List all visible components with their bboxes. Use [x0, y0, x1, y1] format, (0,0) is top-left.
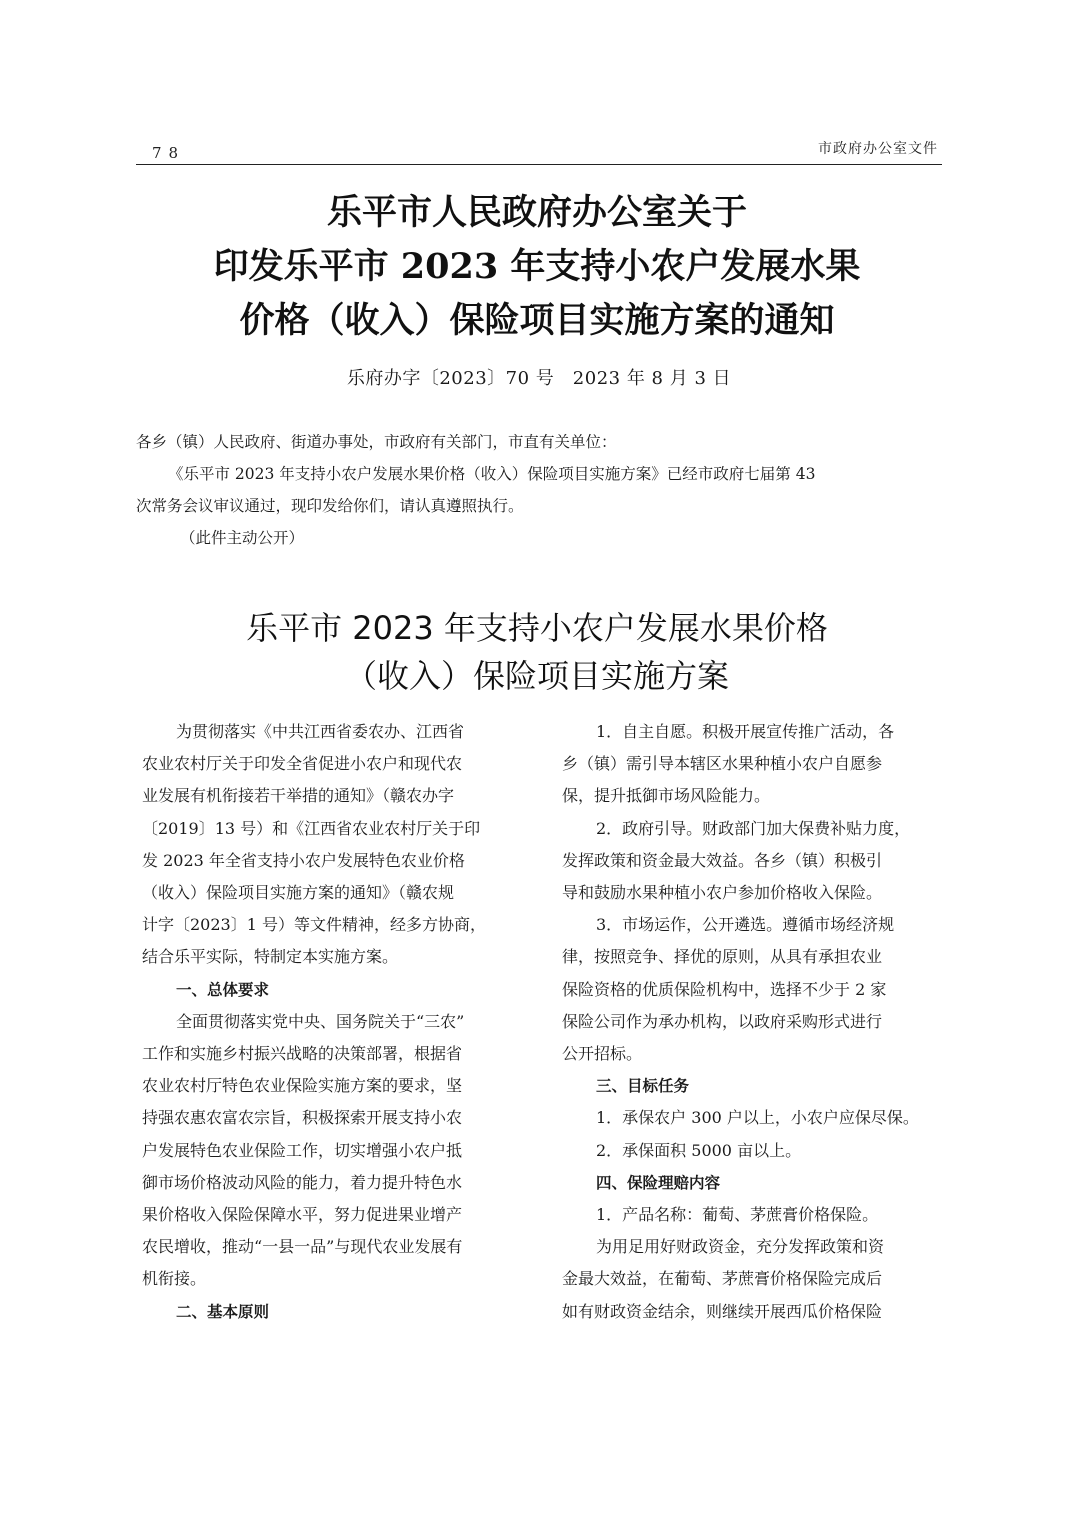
paragraph-line: 农业农村厅关于印发全省促进小农户和现代农: [142, 754, 463, 774]
paragraph-line: 公开招标。: [562, 1044, 643, 1064]
paragraph-line: 业发展有机衔接若干举措的通知》（赣农办字: [142, 786, 455, 806]
paragraph-line: 工作和实施乡村振兴战略的决策部署，根据省: [142, 1044, 463, 1064]
paragraph-line: 保险公司作为承办机构，以政府采购形式进行: [562, 1011, 883, 1031]
paragraph-line: 持强农惠农富农宗旨，积极探索开展支持小农: [142, 1108, 463, 1128]
paragraph-first-line: 2．政府引导。财政部门加大保费补贴力度，: [596, 818, 911, 838]
paragraph-line: 户发展特色农业保险工作，切实增强小农户抵: [142, 1140, 463, 1160]
paragraph-line: 果价格收入保险保障水平，努力促进果业增产: [142, 1205, 463, 1225]
notice-paragraph-line: 《乐平市 2023 年支持小农户发展水果价格（收入）保险项目实施方案》已经市政府七届第 43: [168, 465, 816, 483]
paragraph-line: 发 2023 年全省支持小农户发展特色农业价格: [142, 850, 465, 870]
paragraph-line: 如有财政资金结余，则继续开展西瓜价格保险: [562, 1301, 883, 1321]
paragraph-line: （收入）保险项目实施方案的通知》（赣农规: [142, 883, 455, 903]
notice-title-line: 乐平市人民政府办公室关于: [326, 192, 747, 233]
notice-title: [90, 186, 984, 348]
paragraph-line: 农业农村厅特色农业保险实施方案的要求，坚: [142, 1076, 463, 1096]
section-heading: 三、目标任务: [596, 1077, 690, 1096]
paragraph-first-line: 全面贯彻落实党中央、国务院关于“三农”: [176, 1011, 465, 1031]
section-heading: 二、基本原则: [176, 1302, 270, 1321]
document-number: 乐府办字〔2023〕70 号 2023 年 8 月 3 日: [346, 368, 732, 389]
paragraph-line: 计字〔2023〕1 号）等文件精神，经多方协商，: [142, 915, 486, 935]
paragraph-first-line: 1．产品名称：葡萄、茅蔗膏价格保险。: [596, 1205, 879, 1225]
paragraph-line: 保，提升抵御市场风险能力。: [562, 786, 771, 806]
plan-title-line: 乐平市 2023 年支持小农户发展水果价格: [246, 609, 828, 647]
notice-title-line: 价格（收入）保险项目实施方案的通知: [239, 300, 835, 341]
paragraph-first-line: 2．承保面积 5000 亩以上。: [596, 1140, 802, 1160]
disclosure-note: （此件主动公开）: [180, 529, 305, 547]
page-number: 78: [152, 144, 186, 162]
paragraph-line: 机衔接。: [142, 1269, 207, 1289]
paragraph-line: 导和鼓励水果种植小农户参加价格收入保险。: [562, 883, 883, 903]
running-head: 市政府办公室文件: [818, 141, 938, 157]
paragraph-first-line: 1．承保农户 300 户以上，小农户应保尽保。: [596, 1108, 919, 1128]
paragraph-line: 发挥政策和资金最大效益。各乡（镇）积极引: [562, 850, 883, 870]
paragraph-line: 律，按照竞争、择优的原则，从具有承担农业: [562, 947, 883, 967]
paragraph-line: 〔2019〕13 号）和《江西省农业农村厅关于印: [142, 818, 481, 838]
paragraph-first-line: 为用足用好财政资金，充分发挥政策和资: [596, 1237, 885, 1257]
paragraph-line: 御市场价格波动风险的能力，着力提升特色水: [142, 1172, 463, 1192]
paragraph-first-line: 为贯彻落实《中共江西省委农办、江西省: [176, 722, 465, 741]
left-text-column: [142, 716, 526, 1328]
section-heading: 一、总体要求: [176, 980, 270, 999]
page-header: [136, 136, 942, 165]
plan-title-line: （收入）保险项目实施方案: [344, 657, 729, 695]
notice-body: [136, 426, 944, 554]
paragraph-line: 金最大效益，在葡萄、茅蔗膏价格保险完成后: [562, 1269, 883, 1289]
paragraph-first-line: 3．市场运作，公开遴选。遵循市场经济规: [596, 915, 895, 935]
notice-paragraph-line: 次常务会议审议通过，现印发给你们，请认真遵照执行。: [136, 497, 524, 515]
paragraph-line: 保险资格的优质保险机构中，选择不少于 2 家: [562, 979, 887, 999]
section-heading: 四、保险理赔内容: [596, 1173, 721, 1192]
right-text-column: [562, 716, 946, 1328]
plan-title: [90, 604, 984, 700]
notice-title-line: 印发乐平市 2023 年支持小农户发展水果: [213, 246, 861, 287]
paragraph-line: 乡（镇）需引导本辖区水果种植小农户自愿参: [562, 754, 883, 774]
paragraph-line: 农民增收，推动“一县一品”与现代农业发展有: [142, 1237, 463, 1257]
paragraph-line: 结合乐平实际，特制定本实施方案。: [142, 947, 399, 967]
addressee: 各乡（镇）人民政府、街道办事处，市政府有关部门，市直有关单位：: [136, 433, 617, 451]
paragraph-first-line: 1．自主自愿。积极开展宣传推广活动，各: [596, 722, 895, 741]
